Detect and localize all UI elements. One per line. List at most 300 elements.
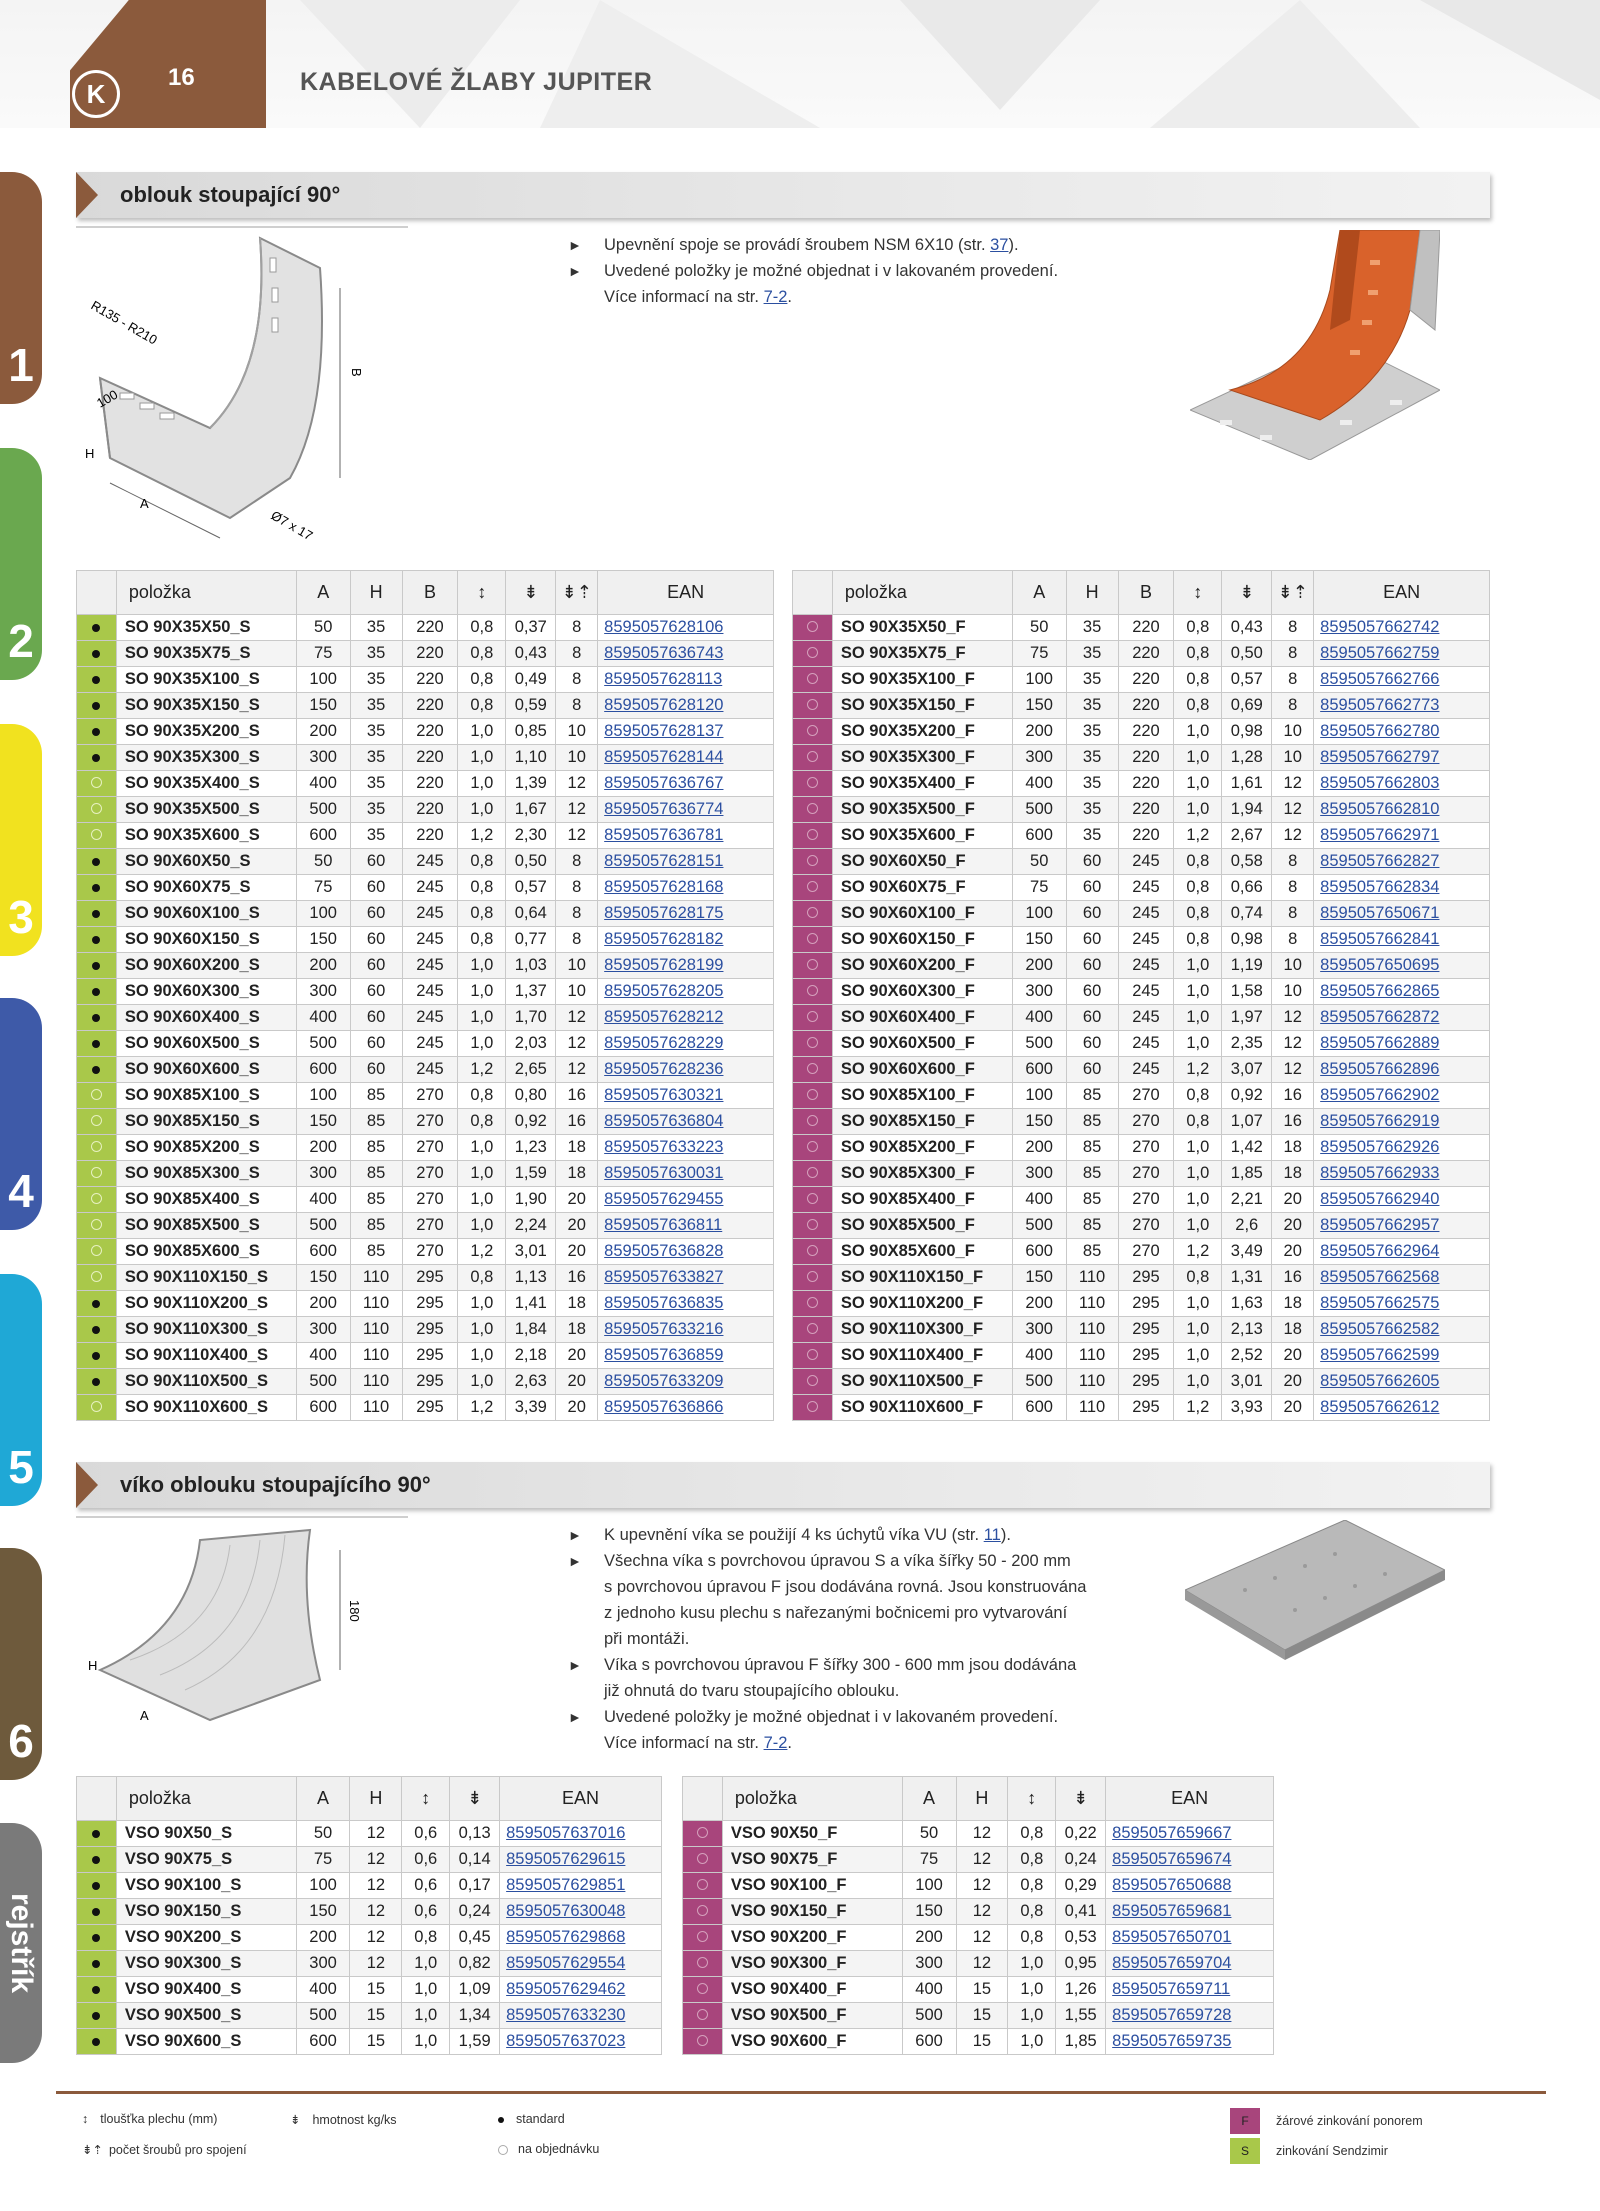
cell-value: 12 xyxy=(956,1899,1008,1925)
cell-value: 8 xyxy=(556,927,598,953)
cell-value: 220 xyxy=(402,641,458,667)
cell-value: 1,0 xyxy=(1174,771,1222,797)
table-row xyxy=(793,849,1490,875)
cell-value: 1,90 xyxy=(506,1187,556,1213)
cell-value: 1,0 xyxy=(1174,1161,1222,1187)
ean-link[interactable]: 8595057628120 xyxy=(598,693,774,719)
cell-value: 295 xyxy=(1118,1291,1174,1317)
cell-value: 2,6 xyxy=(1222,1213,1272,1239)
ean-link[interactable]: 8595057659681 xyxy=(1106,1899,1274,1925)
cell-value: 35 xyxy=(1066,693,1118,719)
cell-value: 270 xyxy=(1118,1083,1174,1109)
col-ean: EAN xyxy=(598,571,774,615)
ean-link[interactable]: 8595057662759 xyxy=(1314,641,1490,667)
cell-value: 20 xyxy=(1272,1187,1314,1213)
cell-value: 0,24 xyxy=(450,1899,500,1925)
ean-link[interactable]: 8595057650688 xyxy=(1106,1873,1274,1899)
cell-value: 1,2 xyxy=(458,1057,506,1083)
order-clock-icon xyxy=(807,1297,818,1308)
ean-link[interactable]: 8595057662933 xyxy=(1314,1161,1490,1187)
ean-link[interactable]: 8595057630031 xyxy=(598,1161,774,1187)
side-tab-6[interactable]: 6 xyxy=(0,1548,42,1780)
ean-link[interactable]: 8595057662612 xyxy=(1314,1395,1490,1421)
ean-link[interactable]: 8595057662773 xyxy=(1314,693,1490,719)
ean-link[interactable]: 8595057636866 xyxy=(598,1395,774,1421)
ean-link[interactable]: 8595057629615 xyxy=(500,1847,662,1873)
ean-link[interactable]: 8595057662964 xyxy=(1314,1239,1490,1265)
cell-value: 60 xyxy=(1066,979,1118,1005)
col-thickness-icon: ↕ xyxy=(1008,1777,1056,1821)
ean-link[interactable]: 8595057662599 xyxy=(1314,1343,1490,1369)
cell-value: 2,65 xyxy=(506,1057,556,1083)
cell-value: 0,8 xyxy=(1174,1109,1222,1135)
cell-value: 0,8 xyxy=(458,875,506,901)
cell-value: 0,8 xyxy=(1174,927,1222,953)
cell-value: 1,2 xyxy=(458,823,506,849)
standard-marker xyxy=(77,953,117,979)
item-code: SO 90X60X400_S xyxy=(116,1005,296,1031)
cell-value: 1,70 xyxy=(506,1005,556,1031)
cell-value: 35 xyxy=(350,615,402,641)
ean-link[interactable]: 8595057636774 xyxy=(598,797,774,823)
ean-link[interactable]: 8595057628212 xyxy=(598,1005,774,1031)
standard-dot-icon xyxy=(92,1934,100,1942)
col-marker xyxy=(77,571,117,615)
order-marker xyxy=(793,641,833,667)
order-clock-icon xyxy=(807,829,818,840)
cell-value: 270 xyxy=(402,1213,458,1239)
ean-link[interactable]: 8595057662896 xyxy=(1314,1057,1490,1083)
ean-link[interactable]: 8595057662742 xyxy=(1314,615,1490,641)
cell-value: 12 xyxy=(556,797,598,823)
ean-link[interactable]: 8595057628175 xyxy=(598,901,774,927)
ean-link[interactable]: 8595057636767 xyxy=(598,771,774,797)
col-item: položka xyxy=(116,571,296,615)
cell-value: 20 xyxy=(1272,1213,1314,1239)
note-row: Více informací na str. 7-2. xyxy=(604,288,793,306)
cell-value: 1,0 xyxy=(1008,1977,1056,2003)
cell-value: 12 xyxy=(350,1847,402,1873)
ean-link[interactable]: 8595057659674 xyxy=(1106,1847,1274,1873)
cell-value: 110 xyxy=(350,1265,402,1291)
cell-value: 110 xyxy=(1066,1265,1118,1291)
cell-value: 85 xyxy=(1066,1135,1118,1161)
cell-value: 245 xyxy=(1118,1057,1174,1083)
cell-value: 35 xyxy=(350,693,402,719)
cell-value: 150 xyxy=(296,1899,350,1925)
cell-value: 35 xyxy=(350,719,402,745)
item-code: VSO 90X300_F xyxy=(722,1951,902,1977)
order-clock-icon xyxy=(807,1037,818,1048)
order-clock-icon xyxy=(807,1349,818,1360)
item-code: SO 90X35X100_F xyxy=(832,667,1012,693)
table-row xyxy=(793,1187,1490,1213)
ean-link[interactable]: 8595057628151 xyxy=(598,849,774,875)
ean-link[interactable]: 8595057662865 xyxy=(1314,979,1490,1005)
cell-value: 0,17 xyxy=(450,1873,500,1899)
ean-link[interactable]: 8595057662940 xyxy=(1314,1187,1490,1213)
cell-value: 20 xyxy=(1272,1395,1314,1421)
ean-link[interactable]: 8595057633223 xyxy=(598,1135,774,1161)
order-marker xyxy=(683,2029,723,2055)
cell-value: 35 xyxy=(1066,745,1118,771)
cell-value: 500 xyxy=(296,2003,350,2029)
table-row xyxy=(77,1925,662,1951)
ean-link[interactable]: 8595057636781 xyxy=(598,823,774,849)
page-number: 16 xyxy=(168,64,195,91)
cell-value: 10 xyxy=(556,979,598,1005)
page-link-7-2[interactable]: 7-2 xyxy=(763,288,788,306)
cell-value: 16 xyxy=(1272,1109,1314,1135)
table-row xyxy=(77,1847,662,1873)
cell-value: 1,59 xyxy=(506,1161,556,1187)
ean-link[interactable]: 8595057650671 xyxy=(1314,901,1490,927)
table-row xyxy=(77,693,774,719)
cell-value: 500 xyxy=(296,1369,350,1395)
item-code: SO 90X85X300_S xyxy=(116,1161,296,1187)
table-row xyxy=(793,797,1490,823)
ean-link[interactable]: 8595057662575 xyxy=(1314,1291,1490,1317)
order-marker xyxy=(793,693,833,719)
cell-value: 270 xyxy=(1118,1135,1174,1161)
cell-value: 0,8 xyxy=(1174,1265,1222,1291)
ean-link[interactable]: 8595057629868 xyxy=(500,1925,662,1951)
cell-value: 20 xyxy=(556,1369,598,1395)
ean-link[interactable]: 8595057636743 xyxy=(598,641,774,667)
cell-value: 8 xyxy=(556,667,598,693)
standard-marker xyxy=(77,1031,117,1057)
cover-product-photo xyxy=(1185,1520,1445,1680)
ean-link[interactable]: 8595057628229 xyxy=(598,1031,774,1057)
cell-value: 270 xyxy=(402,1239,458,1265)
ean-link[interactable]: 8595057636835 xyxy=(598,1291,774,1317)
order-clock-icon xyxy=(91,1401,102,1412)
order-clock-icon xyxy=(697,1827,708,1838)
cell-value: 500 xyxy=(296,1213,350,1239)
note-row: již ohnutá do tvaru stoupajícího oblouku. xyxy=(604,1682,900,1700)
item-code: VSO 90X50_F xyxy=(722,1821,902,1847)
order-clock-icon xyxy=(91,1115,102,1126)
cell-value: 0,43 xyxy=(506,641,556,667)
cell-value: 220 xyxy=(1118,641,1174,667)
ean-link[interactable]: 8595057628199 xyxy=(598,953,774,979)
cell-value: 110 xyxy=(350,1369,402,1395)
cell-value: 245 xyxy=(402,875,458,901)
cell-value: 0,13 xyxy=(450,1821,500,1847)
ean-link[interactable]: 8595057630321 xyxy=(598,1083,774,1109)
item-code: SO 90X85X400_S xyxy=(116,1187,296,1213)
page-link-7-2[interactable]: 7-2 xyxy=(763,1734,788,1752)
ean-link[interactable]: 8595057633216 xyxy=(598,1317,774,1343)
order-clock-icon xyxy=(91,777,102,788)
cell-value: 0,8 xyxy=(1174,849,1222,875)
ean-link[interactable]: 8595057628144 xyxy=(598,745,774,771)
cell-value: 1,0 xyxy=(458,1213,506,1239)
cell-value: 1,0 xyxy=(458,1343,506,1369)
ean-link[interactable]: 8595057662780 xyxy=(1314,719,1490,745)
side-tab-5[interactable]: 5 xyxy=(0,1274,42,1506)
cell-value: 8 xyxy=(1272,693,1314,719)
table-row xyxy=(793,953,1490,979)
ean-link[interactable]: 8595057633827 xyxy=(598,1265,774,1291)
cell-value: 0,8 xyxy=(458,901,506,927)
cover-technical-drawing xyxy=(80,1520,380,1750)
cell-value: 3,01 xyxy=(506,1239,556,1265)
ean-link[interactable]: 8595057659711 xyxy=(1106,1977,1274,2003)
ean-link[interactable]: 8595057633230 xyxy=(500,2003,662,2029)
standard-dot-icon xyxy=(92,702,100,710)
cell-value: 110 xyxy=(1066,1395,1118,1421)
cell-value: 16 xyxy=(556,1083,598,1109)
cell-value: 110 xyxy=(1066,1343,1118,1369)
ean-link[interactable]: 8595057629455 xyxy=(598,1187,774,1213)
ean-link[interactable]: 8595057636828 xyxy=(598,1239,774,1265)
ean-link[interactable]: 8595057662834 xyxy=(1314,875,1490,901)
legend-weight: ⇟ hmotnost kg/ks xyxy=(290,2113,397,2127)
cell-value: 10 xyxy=(1272,979,1314,1005)
cell-value: 1,94 xyxy=(1222,797,1272,823)
standard-marker xyxy=(77,667,117,693)
cell-value: 3,49 xyxy=(1222,1239,1272,1265)
standard-dot-icon xyxy=(92,1986,100,1994)
ean-link[interactable]: 8595057662605 xyxy=(1314,1369,1490,1395)
cell-value: 1,28 xyxy=(1222,745,1272,771)
note-row: s povrchovou úpravou F jsou dodávána rovná. Jsou konstruována xyxy=(604,1578,1087,1596)
ean-link[interactable]: 8595057628182 xyxy=(598,927,774,953)
ean-link[interactable]: 8595057662971 xyxy=(1314,823,1490,849)
cell-value: 245 xyxy=(1118,901,1174,927)
standard-dot-icon xyxy=(92,1014,100,1022)
table-row xyxy=(77,1031,774,1057)
ean-link[interactable]: 8595057659704 xyxy=(1106,1951,1274,1977)
ean-link[interactable]: 8595057662841 xyxy=(1314,927,1490,953)
cell-value: 1,0 xyxy=(402,1951,450,1977)
ean-link[interactable]: 8595057662568 xyxy=(1314,1265,1490,1291)
col-ean: EAN xyxy=(500,1777,662,1821)
cell-value: 295 xyxy=(402,1317,458,1343)
cell-value: 20 xyxy=(1272,1343,1314,1369)
item-code: SO 90X110X200_F xyxy=(832,1291,1012,1317)
cell-value: 1,0 xyxy=(1174,719,1222,745)
ean-link[interactable]: 8595057662919 xyxy=(1314,1109,1490,1135)
ean-link[interactable]: 8595057662803 xyxy=(1314,771,1490,797)
side-tab-2[interactable]: 2 xyxy=(0,448,42,680)
table-row xyxy=(77,1265,774,1291)
table-row xyxy=(683,1847,1274,1873)
ean-link[interactable]: 8595057636859 xyxy=(598,1343,774,1369)
ean-link[interactable]: 8595057629554 xyxy=(500,1951,662,1977)
ean-link[interactable]: 8595057659728 xyxy=(1106,2003,1274,2029)
ean-link[interactable]: 8595057662582 xyxy=(1314,1317,1490,1343)
cell-value: 245 xyxy=(1118,927,1174,953)
ean-link[interactable]: 8595057662766 xyxy=(1314,667,1490,693)
item-code: SO 90X110X600_S xyxy=(116,1395,296,1421)
standard-marker xyxy=(77,1317,117,1343)
ean-link[interactable]: 8595057628236 xyxy=(598,1057,774,1083)
ean-link[interactable]: 8595057629851 xyxy=(500,1873,662,1899)
cell-value: 35 xyxy=(1066,771,1118,797)
item-code: VSO 90X150_S xyxy=(116,1899,296,1925)
page-link-37[interactable]: 37 xyxy=(990,236,1009,254)
order-marker xyxy=(793,1395,833,1421)
cell-value: 0,98 xyxy=(1222,927,1272,953)
ean-link[interactable]: 8595057662902 xyxy=(1314,1083,1490,1109)
standard-dot-icon xyxy=(92,962,100,970)
cover-table-sendzimir xyxy=(76,1776,662,2055)
standard-dot-icon xyxy=(92,858,100,866)
cell-value: 270 xyxy=(1118,1187,1174,1213)
item-code: SO 90X60X300_F xyxy=(832,979,1012,1005)
cell-value: 1,0 xyxy=(458,797,506,823)
legend-screws: ⇟⇡ počet šroubů pro spojení xyxy=(82,2143,247,2157)
ean-link[interactable]: 8595057628113 xyxy=(598,667,774,693)
table-row xyxy=(793,1005,1490,1031)
item-code: VSO 90X500_F xyxy=(722,2003,902,2029)
cell-value: 1,09 xyxy=(450,1977,500,2003)
order-marker xyxy=(683,1977,723,2003)
ean-link[interactable]: 8595057662957 xyxy=(1314,1213,1490,1239)
cell-value: 1,31 xyxy=(1222,1265,1272,1291)
page-link-11[interactable]: 11 xyxy=(983,1526,1001,1544)
cell-value: 1,0 xyxy=(458,745,506,771)
order-marker xyxy=(793,1291,833,1317)
ean-link[interactable]: 8595057662827 xyxy=(1314,849,1490,875)
ean-link[interactable]: 8595057633209 xyxy=(598,1369,774,1395)
ean-link[interactable]: 8595057659667 xyxy=(1106,1821,1274,1847)
cell-value: 110 xyxy=(1066,1291,1118,1317)
ean-link[interactable]: 8595057662872 xyxy=(1314,1005,1490,1031)
cell-value: 1,63 xyxy=(1222,1291,1272,1317)
side-tab-4[interactable]: 4 xyxy=(0,998,42,1230)
cell-value: 270 xyxy=(402,1161,458,1187)
page-title[interactable]: KABELOVÉ ŽLABY JUPITER xyxy=(300,68,653,96)
cell-value: 1,0 xyxy=(1174,797,1222,823)
cell-value: 1,0 xyxy=(458,953,506,979)
order-marker xyxy=(683,1899,723,1925)
order-marker xyxy=(683,1821,723,1847)
cell-value: 200 xyxy=(296,1291,350,1317)
ean-link[interactable]: 8595057629462 xyxy=(500,1977,662,2003)
ean-link[interactable]: 8595057662797 xyxy=(1314,745,1490,771)
order-clock-icon xyxy=(807,881,818,892)
standard-dot-icon xyxy=(92,1856,100,1864)
legend-thickness: ↕ tloušťka plechu (mm) xyxy=(82,2112,218,2126)
col-b: B xyxy=(1118,571,1174,615)
cell-value: 150 xyxy=(296,1109,350,1135)
order-marker xyxy=(793,667,833,693)
ean-link[interactable]: 8595057628106 xyxy=(598,615,774,641)
order-clock-icon xyxy=(807,1375,818,1386)
cell-value: 1,2 xyxy=(1174,1395,1222,1421)
cell-value: 220 xyxy=(402,797,458,823)
cell-value: 85 xyxy=(350,1109,402,1135)
cell-value: 0,45 xyxy=(450,1925,500,1951)
ean-link[interactable]: 8595057662810 xyxy=(1314,797,1490,823)
item-code: SO 90X85X100_F xyxy=(832,1083,1012,1109)
cell-value: 1,0 xyxy=(458,1161,506,1187)
table-row xyxy=(77,823,774,849)
cell-value: 60 xyxy=(1066,1057,1118,1083)
cell-value: 1,0 xyxy=(458,1369,506,1395)
item-code: SO 90X60X150_S xyxy=(116,927,296,953)
ean-link[interactable]: 8595057636804 xyxy=(598,1109,774,1135)
cell-value: 1,0 xyxy=(1174,1135,1222,1161)
cell-value: 1,23 xyxy=(506,1135,556,1161)
cell-value: 295 xyxy=(402,1291,458,1317)
cell-value: 18 xyxy=(1272,1317,1314,1343)
side-tab-1[interactable]: 1 xyxy=(0,172,42,404)
item-code: SO 90X35X600_S xyxy=(116,823,296,849)
col-item: položka xyxy=(116,1777,296,1821)
ean-link[interactable]: 8595057662889 xyxy=(1314,1031,1490,1057)
item-code: SO 90X60X600_S xyxy=(116,1057,296,1083)
side-tab-index[interactable]: rejstřík xyxy=(0,1823,42,2063)
note-row: ► Uvedené položky je možné objednat i v lakovaném provedení. xyxy=(568,262,1059,280)
cell-value: 1,0 xyxy=(1174,1213,1222,1239)
ean-link[interactable]: 8595057628168 xyxy=(598,875,774,901)
table-header-row xyxy=(793,571,1490,615)
cell-value: 110 xyxy=(1066,1369,1118,1395)
cell-value: 0,8 xyxy=(402,1925,450,1951)
cell-value: 245 xyxy=(1118,1031,1174,1057)
note-row: ► Všechna víka s povrchovou úpravou S a víka šířky 50 - 200 mm xyxy=(568,1552,1071,1570)
cell-value: 400 xyxy=(902,1977,956,2003)
ean-link[interactable]: 8595057662926 xyxy=(1314,1135,1490,1161)
col-h: H xyxy=(1066,571,1118,615)
cell-value: 1,0 xyxy=(1174,1343,1222,1369)
cell-value: 0,8 xyxy=(1174,615,1222,641)
item-code: SO 90X60X75_F xyxy=(832,875,1012,901)
dim-label-a: A xyxy=(140,1708,149,1723)
table-row xyxy=(77,1395,774,1421)
ean-link[interactable]: 8595057636811 xyxy=(598,1213,774,1239)
ean-link[interactable]: 8595057637016 xyxy=(500,1821,662,1847)
cell-value: 50 xyxy=(296,849,350,875)
col-a: A xyxy=(1012,571,1066,615)
ean-link[interactable]: 8595057637023 xyxy=(500,2029,662,2055)
standard-marker xyxy=(77,1369,117,1395)
cell-value: 1,2 xyxy=(1174,1239,1222,1265)
cell-value: 0,22 xyxy=(1056,1821,1106,1847)
table-row xyxy=(793,1317,1490,1343)
col-marker xyxy=(683,1777,723,1821)
ean-link[interactable]: 8595057628137 xyxy=(598,719,774,745)
standard-marker xyxy=(77,615,117,641)
ean-link[interactable]: 8595057650701 xyxy=(1106,1925,1274,1951)
standard-dot-icon xyxy=(92,2012,100,2020)
ean-link[interactable]: 8595057650695 xyxy=(1314,953,1490,979)
cell-value: 1,0 xyxy=(1008,2003,1056,2029)
table-row xyxy=(793,667,1490,693)
cell-value: 600 xyxy=(296,1057,350,1083)
cell-value: 0,98 xyxy=(1222,719,1272,745)
ean-link[interactable]: 8595057659735 xyxy=(1106,2029,1274,2055)
side-tab-3[interactable]: 3 xyxy=(0,724,42,956)
cell-value: 1,61 xyxy=(1222,771,1272,797)
standard-dot-icon xyxy=(92,1378,100,1386)
ean-link[interactable]: 8595057630048 xyxy=(500,1899,662,1925)
item-code: VSO 90X300_S xyxy=(116,1951,296,1977)
cell-value: 295 xyxy=(402,1265,458,1291)
cell-value: 1,84 xyxy=(506,1317,556,1343)
col-thickness-icon: ↕ xyxy=(1174,571,1222,615)
cell-value: 300 xyxy=(1012,979,1066,1005)
cell-value: 85 xyxy=(1066,1239,1118,1265)
ean-link[interactable]: 8595057628205 xyxy=(598,979,774,1005)
standard-dot-icon xyxy=(92,988,100,996)
order-clock-icon xyxy=(807,803,818,814)
order-clock-icon xyxy=(91,1219,102,1230)
